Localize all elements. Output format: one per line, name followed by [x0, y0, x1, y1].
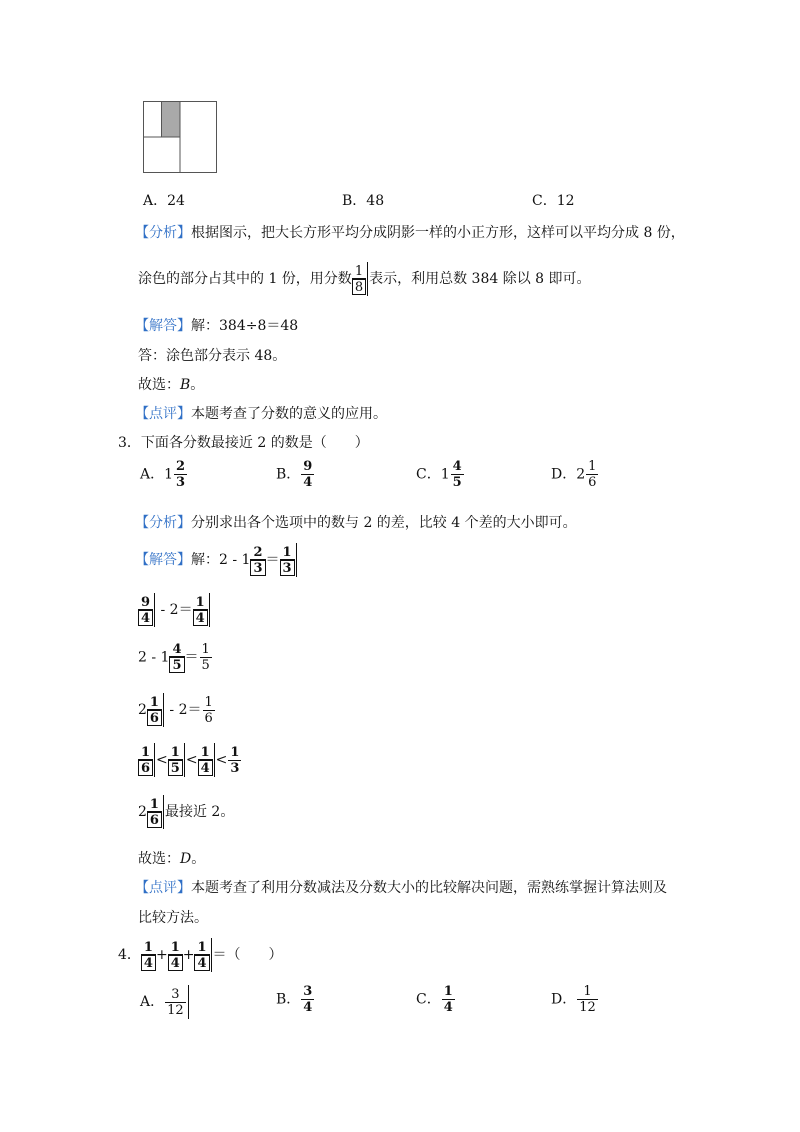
q4-stem: 4． $\frac{1}{4}$ + $\frac{1}{4}$ + $\frac{1}{4}$ ＝（ ） — [118, 939, 283, 971]
q3-option-d: D．2 $\frac{1}{6}$ — [551, 459, 597, 490]
q3-option-b: B． $\frac{9}{4}$ — [276, 459, 313, 490]
q3-answer-line1: 【解答】解：2 - 1 $\frac{2}{3}$ ＝ $\frac{1}{3}$ — [135, 543, 298, 577]
q4-option-c: C． $\frac{1}{4}$ — [416, 984, 453, 1015]
q4-option-d: D． $\frac{1}{12}$ — [551, 984, 596, 1015]
q4-option-b: B． $\frac{3}{4}$ — [276, 984, 313, 1015]
shaded-square — [162, 102, 181, 138]
q3-stem: 3．下面各分数最接近 2 的数是（ ） — [118, 435, 369, 451]
q3-answer-line3: 2 - 1 $\frac{4}{5}$ ＝ $\frac{1}{5}$ — [138, 642, 210, 673]
q2-option-a: A．24 — [143, 193, 185, 209]
q3-answer-line2: $\frac{9}{4}$ - 2＝ $\frac{1}{4}$ — [138, 593, 211, 627]
q3-answer-line4: 2 $\frac{1}{6}$ - 2＝ $\frac{1}{6}$ — [138, 694, 213, 726]
q2-choice: 故选：B。 — [138, 377, 205, 393]
q3-option-a: A．1 $\frac{2}{3}$ — [140, 459, 186, 490]
q2-analysis-line2: 涂色的部分占其中的 1 份，用分数 $\frac{1}{8}$ 表示，利用总数 384 除以 8 即可。 — [138, 263, 591, 295]
q2-analysis-line1: 【分析】根据图示，把大长方形平均分成阴影一样的小正方形，这样可以平均分成 8 份， — [135, 225, 685, 241]
q3-answer-line5: $\frac{1}{6}$ < $\frac{1}{5}$ < $\frac{1}{4}$ < $\frac{1}{3}$ — [141, 744, 240, 776]
q2-answer-line1: 【解答】解：384÷8＝48 — [135, 318, 299, 334]
q3-choice: 故选：D。 — [138, 851, 206, 867]
q2-option-c: C．12 — [532, 193, 575, 209]
fraction-1-8: $\frac{1}{8}$ — [354, 263, 364, 295]
q3-analysis: 【分析】分别求出各个选项中的数与 2 的差，比较 4 个差的大小即可。 — [135, 515, 577, 531]
q3-option-c: C．1 $\frac{4}{5}$ — [416, 459, 462, 490]
q2-answer-line2: 答：涂色部分表示 48。 — [138, 348, 287, 364]
q2-comment: 【点评】本题考查了分数的意义的应用。 — [135, 406, 387, 422]
q3-comment-line1: 【点评】本题考查了利用分数减法及分数大小的比较解决问题，需熟练掌握计算法则及 — [135, 880, 667, 896]
q3-answer-line6: 2 $\frac{1}{6}$ 最接近 2。 — [138, 796, 235, 828]
q2-option-b: B．48 — [342, 193, 385, 209]
rectangle-diagram — [143, 101, 217, 173]
q3-comment-line2: 比较方法。 — [138, 910, 208, 926]
q4-option-a: A． $\frac{3}{12}$ — [140, 985, 190, 1019]
